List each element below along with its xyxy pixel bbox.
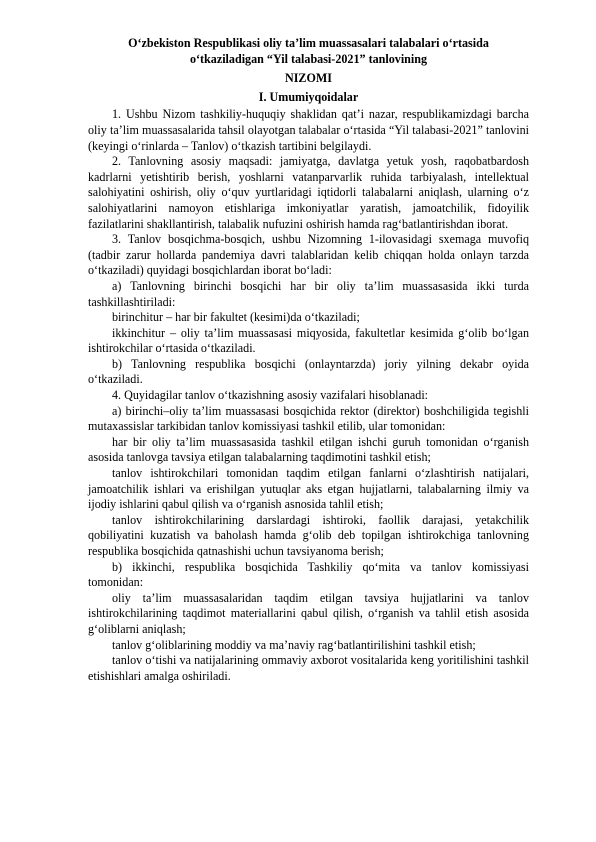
paragraph: tanlov g‘oliblarining moddiy va ma’naviy rag‘batlantirilishini tashkil etish; [112, 637, 476, 652]
document-title [88, 36, 529, 67]
paragraph: a) birinchi–oliy ta’lim muassasasi bosqichida rektor (direktor) boshchiligida tegishli mutaxassislar tarkibidan tanlov komissiyasi tashkil etilib, ular tomonidan: [88, 403, 529, 434]
paragraph: 3. Tanlov bosqichma-bosqich, ushbu Nizomning 1-ilovasidagi sxemaga muvofiq (tadbir zarur hollarda pandemiya davri talablaridan kelib chiqqan holda onlayn tarzda o‘tkaziladi) quyidagi bosqichlardan iborat bo‘ladi: [88, 232, 529, 278]
paragraph: tanlov o‘tishi va natijalarining ommaviy axborot vositalarida keng yoritilishini tashkil etishishlari amalga oshiriladi. [88, 653, 529, 683]
document-page [88, 36, 529, 684]
paragraph: oliy ta’lim muassasalaridan taqdim etilgan tavsiya hujjatlarini va tanlov ishtirokchilarining taqdimot materiallarini qabul qilish, o‘rganish va tahlil etish asosida g‘oliblarni aniqlash; [88, 590, 529, 636]
paragraph: a) Tanlovning birinchi bosqichi har bir oliy ta’lim muassasasida ikki turda tashkillashtiriladi: [88, 278, 529, 309]
paragraph: birinchitur – har bir fakultet (kesimi)da o‘tkaziladi; [112, 310, 360, 325]
paragraph: 1. Ushbu Nizom tashkiliy-huquqiy shaklidan qat’i nazar, respublikamizdagi barcha oliy ta’lim muassasalarida tahsil olayotgan talabalar o‘rtasida “Yil talabasi-2021” tanlovini (keyingi o‘rinlarda – Tanlov) o‘tkazish tartibini belgilaydi. [88, 107, 529, 153]
paragraph: b) Tanlovning respublika bosqichi (onlayntarzda) joriy yilning dekabr oyida o‘tkaziladi. [88, 356, 529, 387]
paragraph: tanlov ishtirokchilarining darslardagi ishtiroki, faollik darajasi, yetakchilik qobiliyatini kuzatish va baholash hamda g‘olib deb topilgan ishtirokchiga tanlovning respublika bosqichida qatnashishi uchun tavsiyanoma berish; [88, 512, 529, 558]
paragraph: har bir oliy ta’lim muassasasida tashkil etilgan ishchi guruh tomonidan o‘rganish asosida tanlovga tavsiya etilgan talabalarning taqdimotini tashkil etish; [88, 434, 529, 465]
section-heading: I. Umumiyqoidalar [258, 89, 359, 104]
paragraph: ikkinchitur – oliy ta’lim muassasasi miqyosida, fakultetlar kesimida g‘olib bo‘lgan ishtirokchilar o‘rtasida o‘tkaziladi. [88, 325, 529, 356]
paragraph: 4. Quyidagilar tanlov o‘tkazishning asosiy vazifalari hisoblanadi: [112, 388, 429, 403]
title-line-1: O‘zbekiston Respublikasi oliy ta’lim muassasalari talabalari o‘rtasida [128, 36, 489, 50]
title-line-2: o‘tkaziladigan “Yil talabasi-2021” tanlovining [189, 51, 428, 66]
paragraph: tanlov ishtirokchilari tomonidan taqdim etilgan fanlarni o‘zlashtirish natijalari, jamoatchilik ishlari va erishilgan yutuqlar aks etgan hujjatlarni, talabalarning ilmiy va ijodiy ishlarini qabul qilish va o‘rganish asnosida tahlil etish; [88, 466, 529, 512]
document-type: NIZOMI [284, 71, 333, 86]
paragraph: 2. Tanlovning asosiy maqsadi: jamiyatga, davlatga yetuk yosh, raqobatbardosh kadrlarni yetishtirib berish, yoshlarni vatanparvarlik ruhida tarbiyalash, intellektual salohiyatini oshirish, oliy o‘quv yurtlaridagi iqtidorli talabalarni aniqlash, ularning o‘z salohiyatlarini namoyon etishlariga imkoniyatlar yaratish, jamoatchilik, fidoyilik fazilatlarini shakllantirish, talabalik nufuzini oshirish hamda rag‘batlantirishdan iborat. [88, 154, 529, 231]
document-body [88, 107, 529, 684]
paragraph: b) ikkinchi, respublika bosqichida Tashkiliy qo‘mita va tanlov komissiyasi tomonidan: [88, 559, 529, 590]
